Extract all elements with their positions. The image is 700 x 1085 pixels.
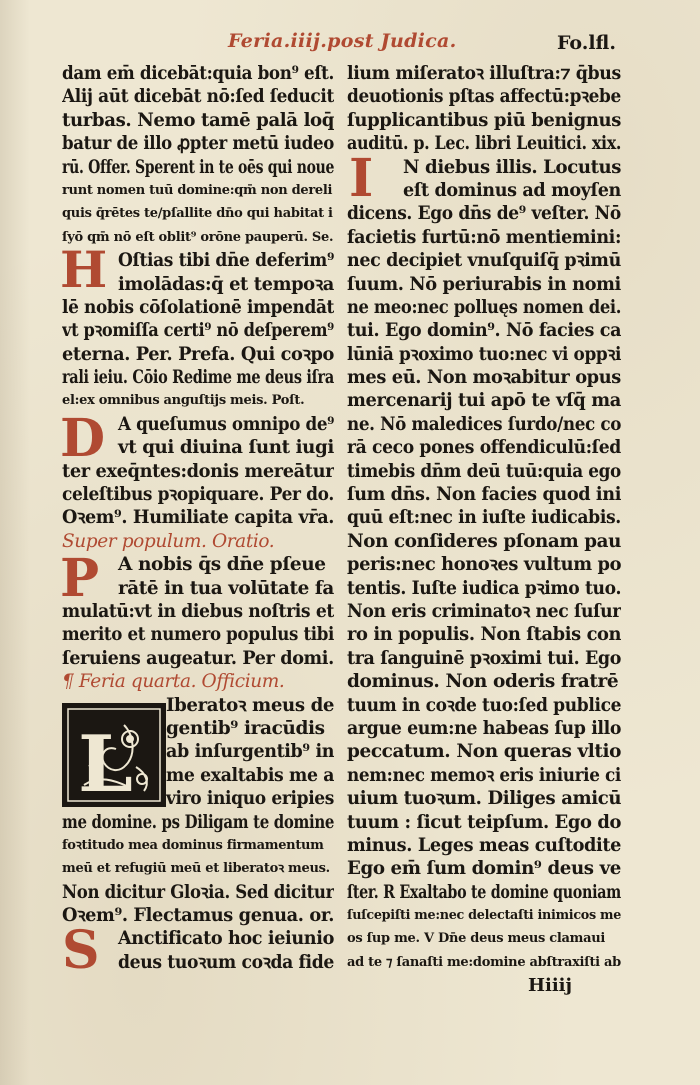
text-line: ſyō qm̄ nō eſt oblit⁹ orōne pauperū. Se.: [62, 229, 334, 245]
text-line: deuotionis pſtas affectū:pꝛebe: [347, 86, 621, 108]
text-line: lē nobis cōſolationē impendāt: [62, 296, 334, 318]
text-line: minus. Leges meas cuſtodite: [347, 834, 621, 856]
text-line: ſuſcepiſti me:nec delectaſti inimicos me: [347, 908, 621, 924]
text-line: merito et numero populus tibi: [62, 624, 334, 646]
text-line: tuum in coꝛde tuo:ſed publice: [347, 694, 621, 716]
text-line: tui. Ego domin⁹. Nō facies ca: [347, 320, 621, 342]
text-line: rū. Offer. Sperent in te oēs qui noue: [62, 156, 334, 178]
text-line: peris:nec honoꝛes vultum po: [347, 554, 621, 576]
text-line: Super populum. Oratio.: [62, 530, 275, 552]
text-line: Alij aūt dicebāt nō:ſed ſeducit: [62, 86, 334, 108]
text-line: dicens. Ego dn̄s de⁹ veſter. Nō: [347, 203, 621, 225]
text-line: A nobis q̄s dn̄e pſeue: [118, 554, 326, 576]
page-edge-shadow: [0, 0, 30, 1085]
text-line: ro in populis. Non ſtabis con: [347, 624, 621, 646]
text-line: imolādas:q̄ et tempoꝛa: [118, 273, 334, 295]
running-title: Feria.iiij.post Judica.: [228, 30, 457, 52]
text-line: me domine. ps Diligam te domine: [62, 811, 334, 833]
text-line: peccatum. Non queras vltio: [347, 741, 621, 763]
text-line: ad te ⁊ ſanaſti me:domine abſtraxiſti ab: [347, 954, 621, 970]
text-line: viro iniquo eripies: [166, 788, 334, 810]
text-line: lūniā pꝛoximo tuo:nec vi oppꝛi: [347, 343, 621, 365]
text-line: auditū. p. Lec. libri Leuitici. xix.: [347, 133, 621, 155]
text-line: tra ſanguinē pꝛoximi tui. Ego: [347, 647, 621, 669]
right-text-column: [347, 62, 621, 974]
drop-initial-i: I: [349, 148, 374, 209]
drop-initial-h: H: [60, 240, 108, 299]
text-line: Non conſideres pſonam pau: [347, 530, 621, 552]
text-line: dominus. Non oderis fratrē: [347, 671, 619, 693]
text-line: ne meo:nec polluęs nomen dei.: [347, 296, 621, 318]
text-line: Non dicitur Gloꝛia. Sed dicitur: [62, 881, 334, 903]
text-line: batur de illo ꝓpter metū iudeo: [62, 133, 334, 155]
text-line: ne. Nō maledices ſurdo/nec co: [347, 413, 621, 435]
text-line: turbas. Nemo tamē palā loq̄: [62, 109, 334, 131]
text-line: ter exeq̄ntes:donis mereātur: [62, 460, 334, 482]
left-text-column: [62, 62, 334, 974]
text-line: runt nomen tuū domine:qm̄ non dereli: [62, 182, 333, 198]
drop-initial-d: D: [60, 408, 106, 469]
text-line: deus tuoꝛum coꝛda fide: [118, 951, 334, 973]
text-line: os ſup me. V Dn̄e deus meus clamaui: [347, 931, 606, 947]
text-line: nem:nec memoꝛ eris iniurie ci: [347, 764, 621, 786]
text-line: N diebus illis. Locutus: [403, 156, 621, 178]
text-line: rā ceco pones offendiculū:ſed: [347, 437, 621, 459]
text-line: mulatū:vt in diebus noſtris et: [62, 600, 334, 622]
drop-initial-p: P: [60, 548, 100, 609]
text-line: A queſumus omnipo de⁹: [118, 413, 334, 435]
text-line: eterna. Per. Prefa. Qui coꝛpo: [62, 343, 334, 365]
text-line: ¶ Feria quarta. Officium.: [62, 671, 285, 693]
text-line: ab inſurgentib⁹ in: [166, 741, 334, 763]
text-line: meū et refugiū meū et liberatoꝛ meus.: [62, 861, 330, 877]
text-line: dam em̄ dicebāt:quia bon⁹ eſt.: [62, 63, 334, 84]
text-line: el:ex omnibus anguſtijs meis. Poſt.: [62, 393, 305, 409]
text-line: me exaltabis me a: [166, 764, 334, 786]
text-line: facietis furtū:nō mentiemini:: [347, 226, 621, 248]
text-line: celeſtibus pꝛopiquare. Per do.: [62, 484, 334, 506]
signature-mark: Hiiij: [528, 975, 573, 996]
text-line: timebis dn̄m deū tuū:quia ego: [347, 460, 621, 482]
drop-initial-s: S: [62, 920, 100, 981]
text-line: quū eſt:nec in iuſte iudicabis.: [347, 507, 621, 529]
text-line: tuum : ſicut teipſum. Ego do: [347, 811, 621, 833]
text-line: Oſtias tibi dn̄e deferim⁹: [118, 250, 334, 272]
text-line: ſuum. Nō periurabis in nomi: [347, 273, 621, 295]
text-line: argue eum:ne habeas ſup illo: [347, 717, 621, 739]
text-line: Iberatoꝛ meus de: [166, 694, 334, 716]
text-line: nec decipiet vnuſquiſq̄ pꝛimū: [347, 250, 621, 272]
text-line: Anctificato hoc ieiunio: [118, 928, 334, 950]
text-line: lium miſeratoꝛ illuſtra:⁊ q̄bus: [347, 63, 621, 84]
text-line: Non eris criminatoꝛ nec ſuſur: [347, 600, 621, 622]
text-line: uium tuoꝛum. Diliges amicū: [347, 788, 621, 810]
text-line: vt qui diuina ſunt iugi: [118, 437, 334, 459]
text-line: vt pꝛomiſſa certi⁹ nō deſperem⁹: [62, 320, 334, 342]
text-line: Oꝛem⁹. Flectamus genua. or.: [62, 905, 334, 927]
text-line: foꝛtitudo mea dominus firmamentum: [62, 837, 324, 853]
folio-number: Fo.lfl.: [556, 32, 616, 54]
text-line: tentis. Iuſte iudica pꝛimo tuo.: [347, 577, 621, 599]
text-line: quis q̄rētes te/pſallite dn̄o qui habitat i: [62, 206, 333, 222]
text-line: mes eū. Non moꝛabitur opus: [347, 367, 621, 389]
text-line: ſeruiens augeatur. Per domi.: [62, 647, 334, 669]
woodcut-initial: [62, 703, 166, 807]
text-line: mercenarij tui apō te vſq̄ ma: [347, 390, 621, 412]
text-line: eſt dominus ad moyſen: [403, 179, 621, 201]
text-line: ſter. R Exaltabo te domine quoniam: [347, 881, 621, 903]
text-line: rātē in tua volūtate fa: [118, 577, 334, 599]
text-line: ſupplicantibus piū benignus: [347, 109, 621, 131]
text-line: ſum dn̄s. Non facies quod ini: [347, 484, 621, 506]
floral-ornament-icon: [64, 705, 164, 805]
woodcut-letter: L: [78, 719, 133, 805]
text-line: Oꝛem⁹. Humiliate capita vr̄a.: [62, 507, 334, 529]
text-line: Ego em̄ ſum domin⁹ deus ve: [347, 858, 621, 880]
text-line: rali ieiu. Cōio Redime me deus iſra: [62, 367, 334, 389]
text-line: gentib⁹ iracūdis: [166, 717, 325, 739]
